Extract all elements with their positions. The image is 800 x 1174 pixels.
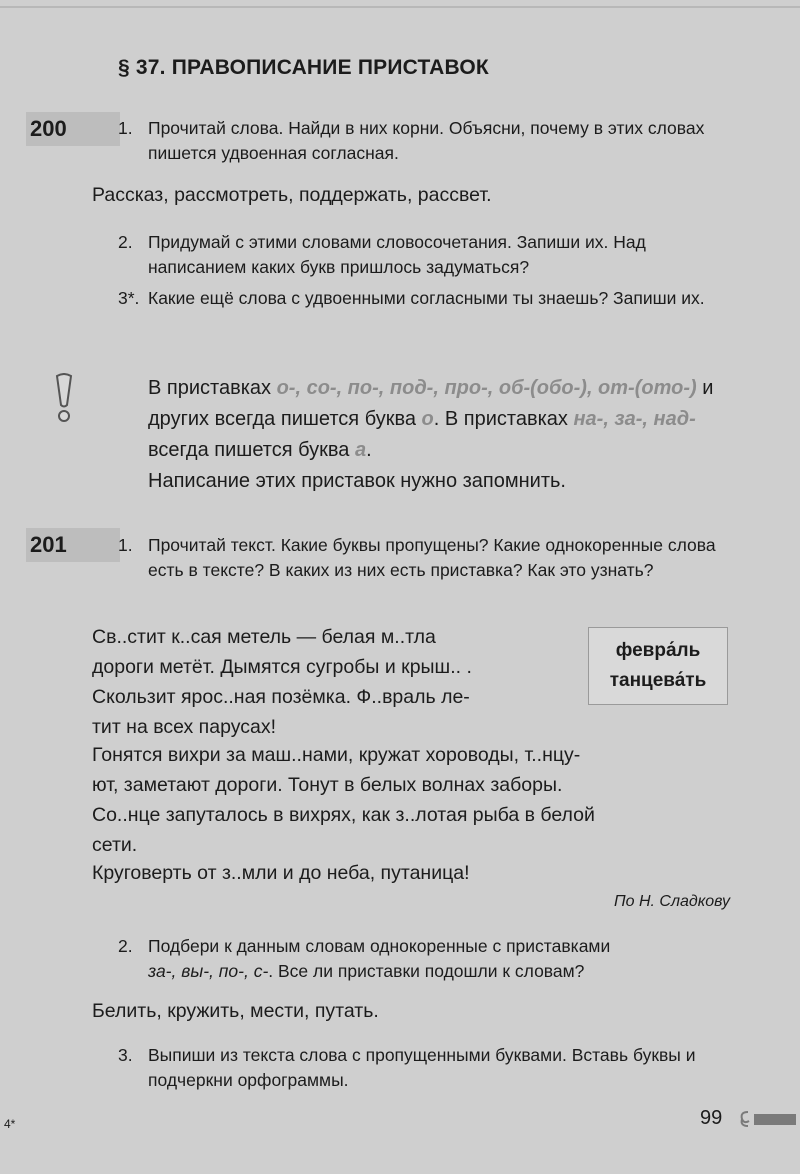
ex200-words: Рассказ, рассмотреть, поддержать, рассвет. [92, 184, 492, 206]
task-text: Выпиши из текста слова с пропущенными буквами. Вставь буквы и подчеркни орфограммы. [148, 1045, 696, 1090]
task-number: 1. [118, 118, 133, 138]
text-line: дороги метёт. Дымятся сугробы и крыш.. . [92, 656, 472, 678]
task-number: 2. [118, 936, 133, 956]
prefixes-list: за-, вы-, по-, с- [148, 961, 269, 981]
ex201-words: Белить, кружить, мести, путать. [92, 1000, 379, 1022]
text-line: Скользит ярос..ная позёмка. Ф..враль ле- [92, 686, 470, 708]
task-number: 2. [118, 232, 133, 252]
text-line: ют, заметают дороги. Тонут в белых волнах заборы. [92, 774, 563, 796]
text-line: Со..нце запуталось в вихрях, как з..лотая рыба в белой [92, 804, 595, 826]
ex201-text-paragraph-2 [92, 740, 737, 860]
vocab-word: танцева́ть [609, 670, 707, 691]
ex200-task1 [118, 116, 738, 166]
rule-part: В приставках [148, 377, 277, 399]
sheet-mark: 4* [4, 1117, 16, 1131]
vocabulary-box [588, 627, 728, 705]
page-ornament-icon [738, 1108, 798, 1130]
ex201-task3 [118, 1043, 738, 1093]
ex201-task2 [118, 934, 738, 984]
author-attribution: По Н. Сладкову [614, 893, 730, 910]
rule-text [148, 373, 738, 497]
ex201-text-paragraph-1 [92, 622, 572, 742]
text-line: сети. [92, 834, 138, 856]
rule-part: всегда пишется буква [148, 439, 355, 461]
rule-part: . [366, 439, 372, 461]
letter-a: а [354, 439, 367, 461]
ex200-task2 [118, 230, 738, 280]
exercise-number-200: 200 [26, 112, 120, 146]
task-text-part: . Все ли приставки подошли к словам? [268, 961, 585, 981]
a-prefixes: на-, за-, над- [573, 408, 696, 430]
task-text: Прочитай слова. Найди в них корни. Объясни, почему в этих словах пишется удвоенная согласная. [148, 118, 705, 163]
text-line: тит на всех парусах! [92, 716, 277, 738]
task-number: 3*. [118, 288, 140, 308]
task-text-part: Подбери к данным словам однокоренные с приставками [148, 936, 611, 956]
page-number: 99 [700, 1107, 723, 1129]
vocab-word: февра́ль [615, 640, 701, 661]
rule-memo: Написание этих приставок нужно запомнить. [148, 470, 566, 492]
ex201-text-paragraph-3: Круговерть от з..мли и до неба, путаница! [92, 862, 470, 884]
exclamation-icon [52, 373, 76, 423]
text-line: Гонятся вихри за маш..нами, кружат хороводы, т..нцу- [92, 744, 581, 766]
task-number: 1. [118, 535, 133, 555]
rule-part: . В приставках [433, 408, 574, 430]
ex201-task1 [118, 533, 738, 583]
section-title: § 37. ПРАВОПИСАНИЕ ПРИСТАВОК [118, 56, 489, 79]
task-text: Прочитай текст. Какие буквы пропущены? Какие однокоренные слова есть в тексте? В каких из них есть приставка? Как это узнать? [148, 535, 716, 580]
rule-part: и других всегда пишется буква [148, 377, 714, 430]
task-text: Какие ещё слова с удвоенными согласными ты знаешь? Запиши их. [148, 288, 705, 308]
top-rule [0, 6, 800, 8]
task-number: 3. [118, 1045, 133, 1065]
text-line: Св..стит к..сая метель — белая м..тла [92, 626, 436, 648]
task-text [148, 934, 738, 984]
exercise-number-201: 201 [26, 528, 120, 562]
letter-o: о [421, 408, 434, 430]
task-text: Придумай с этими словами словосочетания. Запиши их. Над написанием каких букв пришлось задуматься? [148, 232, 646, 277]
ex200-task3 [118, 286, 738, 311]
o-prefixes: о-, со-, по-, под-, про-, об-(обо-), от-(ото-) [276, 377, 697, 399]
